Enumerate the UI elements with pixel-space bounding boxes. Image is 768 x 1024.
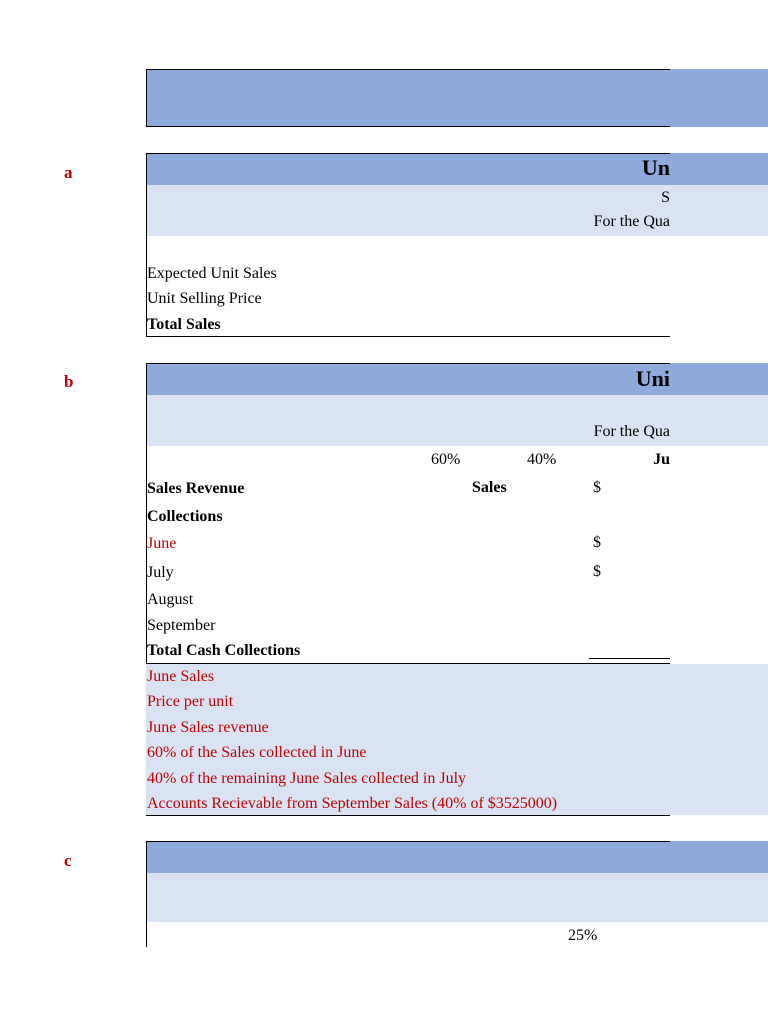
june-dollar: $ [593,534,601,551]
top-header-border-left [146,69,147,127]
section-a-title-band [146,153,768,185]
section-c-subtitle-band [146,873,768,922]
pct-60-header: 60% [431,451,461,468]
note-june-sales-revenue: June Sales revenue [147,719,269,736]
section-c-title-band [146,841,768,873]
september-label: September [147,617,216,634]
august-label: August [147,591,194,608]
section-b-title: Uni [635,366,670,391]
note-price-per-unit: Price per unit [147,693,234,710]
unit-selling-price-label: Unit Selling Price [147,290,262,307]
section-a-subtitle: S [661,189,670,206]
note-accounts-receivable: Accounts Recievable from September Sales (40% of $3525000) [147,795,558,812]
section-a-letter: a [64,163,73,182]
month-header: Ju [653,451,670,468]
total-cash-collections-underline [589,658,670,659]
top-header-border-bottom [146,126,670,127]
pct-40-header: 40% [527,451,557,468]
expected-unit-sales-label: Expected Unit Sales [147,265,277,282]
sales-label: Sales [472,479,507,496]
notes-band [146,664,768,815]
note-40-percent-collected: 40% of the remaining June Sales collected in July [147,770,467,787]
section-a-border-left [146,153,147,337]
collections-label: Collections [147,508,223,525]
note-june-sales: June Sales [147,668,215,685]
section-b-border-bottom [146,815,670,816]
july-label: July [147,564,174,581]
total-sales-label: Total Sales [147,316,221,333]
note-60-percent-collected: 60% of the Sales collected in June [147,744,367,761]
july-dollar: $ [593,563,601,580]
section-c-border-left [146,841,147,947]
sales-revenue-label: Sales Revenue [147,480,245,497]
section-b-letter: b [64,372,74,391]
top-header-border-top [146,69,670,70]
top-header-band [146,69,768,127]
pct-25: 25% [568,927,598,944]
total-cash-collections-label: Total Cash Collections [147,642,301,659]
section-a-period: For the Qua [593,213,670,230]
section-b-subtitle-band [146,395,768,446]
section-a-border-bottom [146,336,670,337]
section-a-subtitle-band [146,185,768,236]
section-a-title: Un [641,155,670,180]
section-c-border-top [146,841,670,842]
section-b-title-band [146,363,768,395]
section-c-letter: c [64,851,72,870]
section-a-border-top [146,153,670,154]
section-b-border-top [146,363,670,364]
sales-revenue-dollar: $ [593,479,601,496]
june-label: June [147,535,177,552]
section-b-period: For the Qua [593,423,670,440]
